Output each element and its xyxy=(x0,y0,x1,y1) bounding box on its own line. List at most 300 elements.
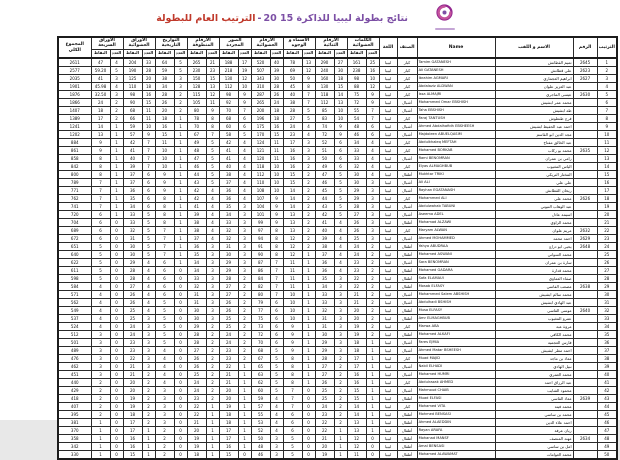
cell-score: 310 xyxy=(251,83,270,91)
cell-score: 22 xyxy=(187,411,206,419)
cell-score: 59 xyxy=(155,67,174,75)
cell-score: 5 xyxy=(174,58,187,67)
cell-score: 78 xyxy=(187,115,206,123)
cell-score: 0 xyxy=(110,299,123,307)
cell-category: أشبال xyxy=(397,203,417,211)
cell-total: 370 xyxy=(58,427,91,435)
cell-language: ليبيا xyxy=(379,323,397,331)
cell-score: 31 xyxy=(219,243,238,251)
cell-score: 5 xyxy=(91,243,110,251)
cell-score: 0 xyxy=(302,411,315,419)
cell-score: 1 xyxy=(206,435,219,443)
cell-rank: 4 xyxy=(597,83,617,91)
cell-score: 0 xyxy=(174,323,187,331)
cell-score: 15 xyxy=(283,171,302,179)
cell-score: 8 xyxy=(302,83,315,91)
cell-score: 30 xyxy=(187,307,206,315)
cell-category: كبار xyxy=(397,323,417,331)
cell-score: 5 xyxy=(155,299,174,307)
cell-score: 5 xyxy=(206,171,219,179)
cell-score: 9 xyxy=(302,75,315,83)
cell-score: 28 xyxy=(155,91,174,99)
cell-name-ar: تميم القطانش xyxy=(495,58,573,67)
cell-score: 38 xyxy=(219,171,238,179)
table-row xyxy=(58,435,617,443)
col-id: الرقم xyxy=(573,37,597,58)
cell-score: 49 xyxy=(187,139,206,147)
cell-name-ar: مروة عبة xyxy=(495,323,573,331)
cell-score: 2 xyxy=(142,403,155,411)
cell-score: 21 xyxy=(206,58,219,67)
cell-score: 1 xyxy=(366,427,379,435)
cell-name-en: Abdulhadi BSHISH xyxy=(417,299,495,307)
cell-score: 18 xyxy=(142,83,155,91)
cell-score: 5 xyxy=(91,259,110,267)
cell-score: 4 xyxy=(334,227,347,235)
cell-score: 196 xyxy=(251,115,270,123)
cell-score: 10 xyxy=(155,163,174,171)
cell-score: 30 xyxy=(187,315,206,323)
cell-score: 24 xyxy=(219,339,238,347)
cell-name-en: Musa ELFASY xyxy=(417,307,495,315)
cell-category: أطفال xyxy=(397,435,417,443)
cell-total: 800 xyxy=(58,171,91,179)
cell-score: 0 xyxy=(174,395,187,403)
cell-score: 24 xyxy=(283,123,302,131)
cell-score: 23 xyxy=(123,339,142,347)
cell-name-en: Mohamed ALKAFI xyxy=(417,331,495,339)
cell-score: 6 xyxy=(334,155,347,163)
cell-rank: 14 xyxy=(597,163,617,171)
cell-score: 6 xyxy=(366,123,379,131)
cell-name-en: Elyas ALMAGHBUB xyxy=(417,163,495,171)
cell-score: 0 xyxy=(174,315,187,323)
cell-score: 40 xyxy=(219,163,238,171)
table-row xyxy=(58,275,617,283)
cell-language: ليبيا xyxy=(379,419,397,427)
cell-total: 651 xyxy=(58,243,91,251)
cell-score: 1 xyxy=(142,443,155,451)
cell-score: 6 xyxy=(155,259,174,267)
table-row xyxy=(58,58,617,67)
cell-name-en: Mohamad ALZAWI xyxy=(417,219,495,227)
table-row xyxy=(58,283,617,291)
cell-score: 2 xyxy=(174,107,187,115)
cell-rank: 28 xyxy=(597,275,617,283)
cell-score: 7 xyxy=(91,187,110,195)
cell-score: 46 xyxy=(251,451,270,460)
cell-score: 5 xyxy=(334,203,347,211)
cell-score: 112 xyxy=(251,171,270,179)
cell-score: 42 xyxy=(187,195,206,203)
cell-score: 9 xyxy=(91,147,110,155)
cell-score: 2 xyxy=(206,395,219,403)
cell-total: 440 xyxy=(58,379,91,387)
cell-rank: 24 xyxy=(597,243,617,251)
table-row xyxy=(58,195,617,203)
table-row xyxy=(58,211,617,219)
cell-score: 13 xyxy=(283,227,302,235)
table-row xyxy=(58,315,617,323)
cell-score: 16 xyxy=(270,123,283,131)
cell-name-ar: سارة بن عمران xyxy=(495,259,573,267)
cell-score: 9 xyxy=(366,99,379,107)
cell-category: أطفال xyxy=(397,451,417,460)
cell-score: 2 xyxy=(366,299,379,307)
cell-score: 3 xyxy=(206,251,219,259)
cell-category: أشبال xyxy=(397,347,417,355)
cell-rank: 47 xyxy=(597,427,617,435)
cell-score: 3 xyxy=(206,283,219,291)
cell-name-en: Abdulkhaleq MEFTAH xyxy=(417,139,495,147)
cell-total: 381 xyxy=(58,419,91,427)
cell-score: 41 xyxy=(219,147,238,155)
cell-name-en: Muad MAJID xyxy=(417,355,495,363)
cell-score: 1 xyxy=(238,403,251,411)
cell-name-en: Ali GATANESH xyxy=(417,67,495,75)
cell-name-ar: طه ابشيش xyxy=(495,107,573,115)
table-row xyxy=(58,443,617,451)
cell-category: أشبال xyxy=(397,179,417,187)
cell-score: 32 xyxy=(347,163,366,171)
cell-score: 7 xyxy=(366,107,379,115)
cell-rank: 50 xyxy=(597,451,617,460)
cell-score: 26 xyxy=(123,291,142,299)
cell-score: 10 xyxy=(270,187,283,195)
cell-score: 35 xyxy=(123,195,142,203)
cell-score: 6 xyxy=(142,195,155,203)
cell-name-ar: محمود الشايب xyxy=(495,387,573,395)
cell-score: 23 xyxy=(219,355,238,363)
cell-score: 17 xyxy=(238,58,251,67)
cell-rank: 20 xyxy=(597,211,617,219)
cell-score: 39 xyxy=(270,67,283,75)
cell-rank: 37 xyxy=(597,347,617,355)
cell-score: 4 xyxy=(238,195,251,203)
cell-rank: 43 xyxy=(597,395,617,403)
cell-rank: 45 xyxy=(597,411,617,419)
cell-score: 28 xyxy=(123,275,142,283)
cell-score: 6 xyxy=(91,219,110,227)
cell-score: 40 xyxy=(283,91,302,99)
cell-score: 7 xyxy=(238,107,251,115)
cell-score: 218 xyxy=(219,67,238,75)
table-row xyxy=(58,219,617,227)
cell-rank: 9 xyxy=(597,123,617,131)
cell-total: 1241 xyxy=(58,123,91,131)
cell-score: 20 xyxy=(219,387,238,395)
cell-score: 41 xyxy=(187,203,206,211)
cell-score: 4 xyxy=(302,131,315,139)
cell-score: 15 xyxy=(347,387,366,395)
col-discipline-9: الأوراق السريعة xyxy=(91,37,123,49)
cell-score: 19 xyxy=(315,451,334,460)
table-row xyxy=(58,403,617,411)
cell-score: 12 xyxy=(366,83,379,91)
cell-rank: 26 xyxy=(597,259,617,267)
cell-score: 1 xyxy=(302,347,315,355)
cell-score: 0 xyxy=(302,427,315,435)
cell-score: 36 xyxy=(187,243,206,251)
cell-id xyxy=(573,219,597,227)
cell-id xyxy=(573,315,597,323)
cell-score: 0 xyxy=(110,387,123,395)
cell-name-en: Mohamed BORKAB xyxy=(417,147,495,155)
cell-total: 501 xyxy=(58,339,91,347)
cell-score: 0 xyxy=(174,443,187,451)
cell-score: 6 xyxy=(283,419,302,427)
cell-name-en: Tamim GATANESH xyxy=(417,58,495,67)
cell-score: 7 xyxy=(142,139,155,147)
cell-id: 2640 xyxy=(573,307,597,315)
cell-score: 55 xyxy=(347,107,366,115)
cell-score: 77 xyxy=(251,307,270,315)
cell-name-en: Faraj TANTUSH xyxy=(417,115,495,123)
cell-rank: 32 xyxy=(597,307,617,315)
cell-score: 3 xyxy=(334,339,347,347)
cell-score: 28 xyxy=(187,339,206,347)
cell-score: 1 xyxy=(110,147,123,155)
cell-score: 2 xyxy=(91,379,110,387)
cell-score: 4 xyxy=(142,259,155,267)
cell-score: 32 xyxy=(219,235,238,243)
cell-score: 5 xyxy=(334,211,347,219)
cell-id xyxy=(573,267,597,275)
cell-score: 98 xyxy=(123,91,142,99)
cell-language: ليبيا xyxy=(379,67,397,75)
cell-id xyxy=(573,299,597,307)
cell-language: ليبيا xyxy=(379,299,397,307)
cell-score: 1 xyxy=(238,387,251,395)
cell-score: 7 xyxy=(366,115,379,123)
cell-score: 28 xyxy=(315,355,334,363)
cell-total: 861 xyxy=(58,147,91,155)
cell-score: 59 xyxy=(123,123,142,131)
cell-id: 2639 xyxy=(573,395,597,403)
cell-score: 16 xyxy=(347,371,366,379)
cell-score: 2 xyxy=(110,107,123,115)
cell-score: 0 xyxy=(110,275,123,283)
cell-score: 33 xyxy=(142,58,155,67)
cell-score: 3 xyxy=(142,323,155,331)
cell-rank: 46 xyxy=(597,419,617,427)
col-sub-score-2: النقاط xyxy=(315,49,334,58)
cell-score: 19 xyxy=(347,331,366,339)
cell-rank: 13 xyxy=(597,155,617,163)
cell-score: 9 xyxy=(155,187,174,195)
cell-score: 14 xyxy=(283,187,302,195)
cell-name-en: Amal BENSASI xyxy=(417,443,495,451)
cell-score: 21 xyxy=(219,371,238,379)
cell-score: 3 xyxy=(238,243,251,251)
cell-score: 13 xyxy=(283,211,302,219)
cell-name-ar: نبيل الهادي xyxy=(495,363,573,371)
cell-score: 21 xyxy=(347,299,366,307)
cell-score: 2 xyxy=(174,91,187,99)
cell-score: 34 xyxy=(315,283,334,291)
cell-score: 2 xyxy=(302,163,315,171)
cell-score: 1 xyxy=(302,267,315,275)
cell-score: 4 xyxy=(91,283,110,291)
cell-score: 1 xyxy=(110,163,123,171)
cell-score: 14 xyxy=(283,203,302,211)
cell-score: 4 xyxy=(155,355,174,363)
cell-name-ar: محمد قدارة xyxy=(495,267,573,275)
cell-score: 18 xyxy=(91,107,110,115)
cell-id xyxy=(573,139,597,147)
cell-score: 0 xyxy=(174,451,187,460)
cell-score: 57 xyxy=(251,403,270,411)
cell-total: 418 xyxy=(58,395,91,403)
cell-score: 1 xyxy=(110,155,123,163)
cell-language: ليبيا xyxy=(379,307,397,315)
cell-name-en: Fares EJMIA xyxy=(417,339,495,347)
cell-score: 7 xyxy=(91,179,110,187)
cell-rank: 6 xyxy=(597,99,617,107)
table-row xyxy=(58,371,617,379)
cell-score: 4 xyxy=(110,83,123,91)
cell-score: 118 xyxy=(315,91,334,99)
cell-score: 11 xyxy=(206,99,219,107)
cell-score: 1 xyxy=(174,187,187,195)
cell-rank: 18 xyxy=(597,195,617,203)
cell-score: 10 xyxy=(334,115,347,123)
cell-rank: 5 xyxy=(597,91,617,99)
cell-score: 2 xyxy=(238,355,251,363)
cell-score: 15 xyxy=(155,131,174,139)
cell-total: 1389 xyxy=(58,115,91,123)
cell-score: 80 xyxy=(251,291,270,299)
cell-total: 611 xyxy=(58,267,91,275)
cell-id xyxy=(573,419,597,427)
cell-score: 2 xyxy=(142,411,155,419)
cell-language: ليبيا xyxy=(379,187,397,195)
cell-score: 45 xyxy=(315,187,334,195)
cell-score: 23 xyxy=(219,347,238,355)
cell-score: 26 xyxy=(123,299,142,307)
cell-score: 47 xyxy=(315,171,334,179)
cell-score: 98 xyxy=(219,91,238,99)
cell-name-ar: الياس المغبوب xyxy=(495,163,573,171)
cell-score: 34 xyxy=(187,259,206,267)
cell-score: 5 xyxy=(155,315,174,323)
cell-score: 73 xyxy=(251,323,270,331)
cell-score: 1 xyxy=(302,371,315,379)
cell-score: 12 xyxy=(283,243,302,251)
cell-score: 343 xyxy=(251,75,270,83)
cell-score: 4 xyxy=(110,58,123,67)
cell-score: 2 xyxy=(302,243,315,251)
cell-score: 19 xyxy=(123,403,142,411)
cell-score: 1 xyxy=(366,395,379,403)
cell-language: ليبيا xyxy=(379,227,397,235)
cell-score: 1 xyxy=(91,435,110,443)
cell-score: 75 xyxy=(251,315,270,323)
cell-score: 128 xyxy=(187,83,206,91)
cell-name-en: Aseema ADEL xyxy=(417,211,495,219)
cell-score: 0 xyxy=(302,403,315,411)
cell-score: 37 xyxy=(187,235,206,243)
cell-score: 32 xyxy=(123,227,142,235)
cell-score: 1 xyxy=(334,451,347,460)
cell-score: 2 xyxy=(238,283,251,291)
cell-score: 19 xyxy=(347,323,366,331)
cell-score: 3 xyxy=(155,387,174,395)
cell-language: ليبيا xyxy=(379,347,397,355)
cell-score: 34 xyxy=(123,203,142,211)
cell-language: ليبيا xyxy=(379,139,397,147)
cell-total: 771 xyxy=(58,187,91,195)
cell-score: 0 xyxy=(110,435,123,443)
cell-total: 689 xyxy=(58,227,91,235)
cell-category: أطفال xyxy=(397,267,417,275)
cell-category: كبار xyxy=(397,147,417,155)
cell-score: 32 xyxy=(187,283,206,291)
cell-score: 27 xyxy=(347,211,366,219)
cell-score: 30 xyxy=(347,171,366,179)
cell-total: 704 xyxy=(58,219,91,227)
cell-score: 18 xyxy=(347,339,366,347)
cell-score: 33 xyxy=(347,155,366,163)
cell-score: 42 xyxy=(219,139,238,147)
cell-score: 1 xyxy=(238,427,251,435)
col-sub-count-4: العدد xyxy=(270,49,283,58)
cell-category: كبار xyxy=(397,115,417,123)
cell-category: أشبال xyxy=(397,291,417,299)
cell-score: 2 xyxy=(206,387,219,395)
cell-score: 90 xyxy=(123,99,142,107)
cell-score: 3 xyxy=(206,243,219,251)
cell-score: 20 xyxy=(123,387,142,395)
cell-score: 5 xyxy=(270,371,283,379)
cell-score: 5 xyxy=(91,275,110,283)
cell-score: 4 xyxy=(366,155,379,163)
cell-score: 1 xyxy=(366,379,379,387)
cell-language: ليبيا xyxy=(379,219,397,227)
cell-score: 27 xyxy=(315,371,334,379)
cell-score: 3 xyxy=(142,331,155,339)
cell-score: 1 xyxy=(142,427,155,435)
cell-score: 33 xyxy=(315,299,334,307)
cell-name-en: Mohammed Salem ABSHISH xyxy=(417,291,495,299)
cell-category: أطفال xyxy=(397,275,417,283)
cell-total: 2611 xyxy=(58,58,91,67)
cell-score: 31 xyxy=(187,299,206,307)
cell-rank: 30 xyxy=(597,291,617,299)
cell-score: 85 xyxy=(315,107,334,115)
cell-score: 18 xyxy=(334,75,347,83)
cell-score: 37 xyxy=(123,171,142,179)
cell-score: 1 xyxy=(110,171,123,179)
cell-name-ar: محمد بن ساسي xyxy=(495,411,573,419)
cell-score: 53 xyxy=(251,419,270,427)
cell-score: 0 xyxy=(110,259,123,267)
cell-score: 3 xyxy=(366,187,379,195)
cell-id xyxy=(573,115,597,123)
cell-score: 10 xyxy=(270,179,283,187)
cell-category: أشبال xyxy=(397,211,417,219)
cell-score: 0 xyxy=(174,339,187,347)
cell-score: 6 xyxy=(366,131,379,139)
cell-score: 3 xyxy=(174,75,187,83)
cell-score: 3 xyxy=(206,275,219,283)
cell-score: 5 xyxy=(142,235,155,243)
cell-language: ليبيا xyxy=(379,235,397,243)
table-row xyxy=(58,411,617,419)
cell-score: 0 xyxy=(110,403,123,411)
cell-score: 24 xyxy=(347,243,366,251)
cell-language: ليبيا xyxy=(379,371,397,379)
